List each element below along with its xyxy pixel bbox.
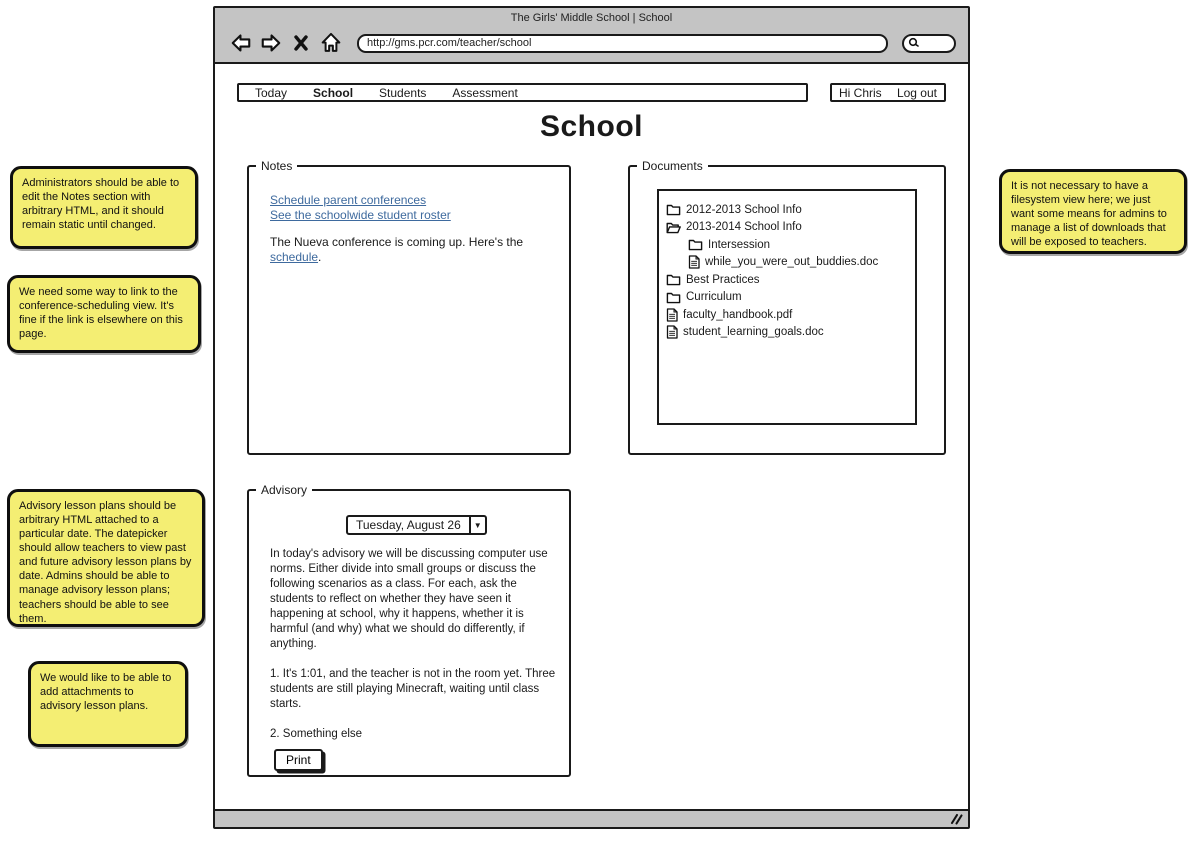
tree-item-label: student_learning_goals.doc: [683, 326, 824, 339]
advisory-section: [247, 483, 571, 777]
schedule-conferences-link[interactable]: Schedule parent conferences: [270, 193, 427, 207]
url-input[interactable]: [357, 34, 888, 53]
documents-section: [628, 159, 946, 455]
print-button[interactable]: Print: [274, 749, 323, 771]
document-icon: [666, 308, 678, 322]
notes-paragraph-suffix: .: [318, 250, 322, 264]
tab-assessment[interactable]: Assessment: [452, 85, 518, 100]
tree-item[interactable]: [666, 306, 909, 324]
folder-closed-icon: [666, 273, 681, 286]
tab-today[interactable]: Today: [255, 85, 288, 100]
user-greeting: Hi Chris: [839, 85, 882, 100]
annotation-note-filesystem: It is not necessary to have a filesystem view here; we just want some means for admins to manage a list of downloads that will be exposed to teachers.: [999, 169, 1187, 254]
tree-item[interactable]: [666, 201, 909, 219]
forward-icon[interactable]: [259, 32, 283, 54]
browser-statusbar: [215, 809, 968, 827]
tree-item[interactable]: [666, 271, 909, 289]
tab-students[interactable]: Students: [379, 85, 427, 100]
advisory-legend: Advisory: [256, 483, 312, 497]
advisory-paragraph: 1. It's 1:01, and the teacher is not in the room yet. Three students are still playing Minecraft, waiting until class starts.: [270, 668, 556, 710]
stop-icon[interactable]: [289, 32, 313, 54]
tree-item-label: Curriculum: [686, 291, 742, 304]
tree-item-label: Best Practices: [686, 273, 760, 286]
window-title: The Girls' Middle School | School: [510, 12, 673, 24]
tree-item-label: while_you_were_out_buddies.doc: [705, 256, 879, 269]
schedule-link[interactable]: schedule: [270, 250, 319, 264]
tree-item[interactable]: [666, 289, 909, 307]
student-roster-link[interactable]: See the schoolwide student roster: [270, 208, 451, 222]
logout-button[interactable]: Log out: [896, 85, 937, 100]
tree-item[interactable]: [666, 254, 909, 272]
notes-legend: Notes: [256, 159, 297, 173]
tree-item[interactable]: [666, 219, 909, 237]
notes-paragraph-text: The Nueva conference is coming up. Here's the: [270, 235, 524, 249]
account-box: [830, 83, 946, 102]
folder-open-icon: [666, 221, 681, 234]
tab-school[interactable]: School: [313, 85, 354, 100]
search-icon: [907, 36, 922, 50]
annotation-note-conference-link: We need some way to link to the conference-scheduling view. It's fine if the link is elsewhere on this page.: [7, 275, 201, 353]
browser-titlebar: [215, 8, 968, 28]
page-content: [215, 62, 968, 809]
notes-paragraph: [270, 235, 530, 265]
browser-window: [213, 6, 970, 829]
tree-item-label: 2013-2014 School Info: [686, 221, 802, 234]
browser-toolbar: [215, 28, 968, 62]
annotation-note-attachments: We would like to be able to add attachments to advisory lesson plans.: [28, 661, 188, 747]
advisory-paragraph: In today's advisory we will be discussing computer use norms. Either divide into small groups or discuss the following scenarios as a class. For each, ask the students to reflect on whether they have seen it happening at school, why it happens, whether it is harmful (and why) what we should do differently, if anything.: [270, 548, 548, 650]
page-title: School: [539, 110, 643, 143]
datepicker-value: Tuesday, August 26: [356, 518, 461, 532]
document-icon: [666, 325, 678, 339]
tree-item[interactable]: [666, 236, 909, 254]
folder-closed-icon: [688, 238, 703, 251]
advisory-paragraph: 2. Something else: [270, 728, 363, 740]
annotation-note-notes-editing: Administrators should be able to edit the Notes section with arbitrary HTML, and it should remain static until changed.: [10, 166, 198, 249]
notes-section: [247, 159, 571, 455]
tree-item[interactable]: [666, 324, 909, 342]
annotation-note-advisory-plans: Advisory lesson plans should be arbitrary HTML attached to a particular date. The datepicker should allow teachers to view past and future advisory lesson plans by date. Admins should be able to manage advisory lesson plans; teachers should be able to see them.: [7, 489, 205, 627]
folder-closed-icon: [666, 203, 681, 216]
advisory-lesson-text: [270, 547, 558, 757]
document-icon: [688, 255, 700, 269]
documents-tree: [657, 189, 917, 425]
home-icon[interactable]: [319, 32, 343, 54]
back-icon[interactable]: [229, 32, 253, 54]
tree-item-label: 2012-2013 School Info: [686, 203, 802, 216]
chevron-down-icon[interactable]: ▼: [469, 517, 485, 533]
tree-item-label: Intersession: [708, 238, 771, 251]
advisory-datepicker[interactable]: [346, 515, 487, 535]
folder-closed-icon: [666, 291, 681, 304]
main-nav: [237, 83, 808, 102]
documents-legend: Documents: [637, 159, 708, 173]
tree-item-label: faculty_handbook.pdf: [683, 308, 793, 321]
search-input[interactable]: [902, 34, 956, 53]
resize-handle-icon[interactable]: [948, 812, 964, 830]
